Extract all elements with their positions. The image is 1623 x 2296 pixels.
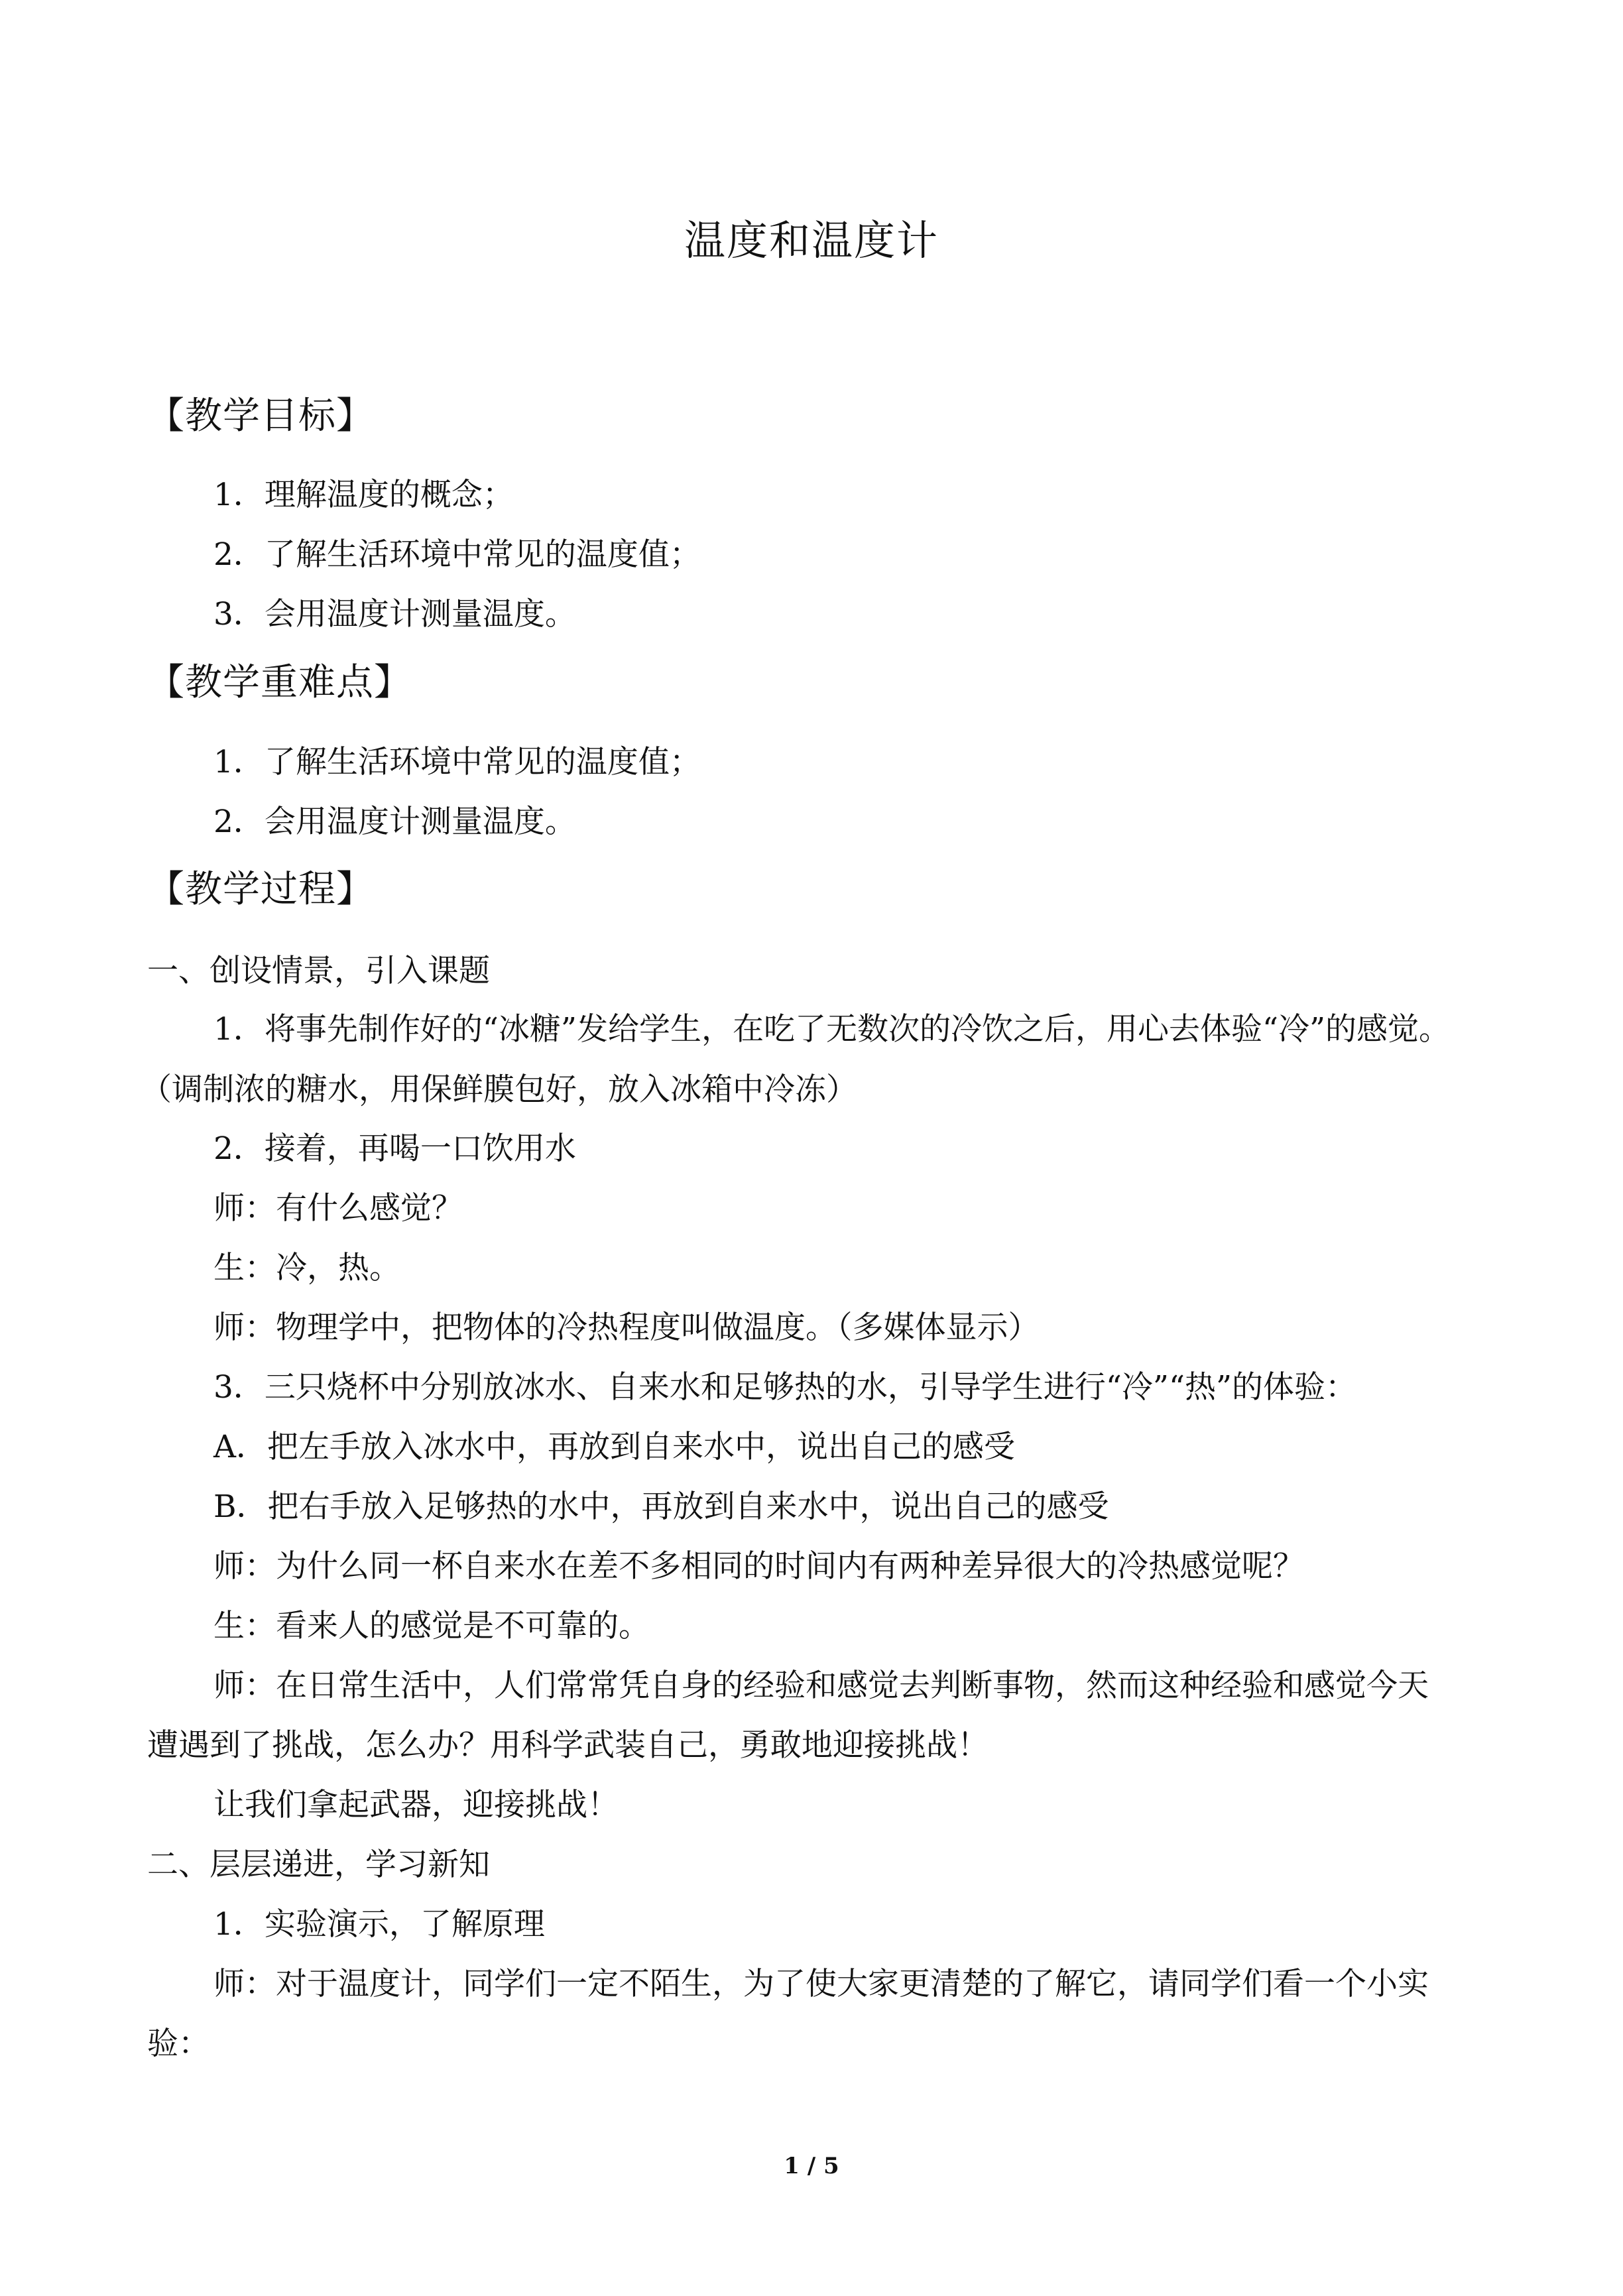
part2-title: 二、层层递进，学习新知 bbox=[147, 1846, 490, 1883]
page-title: 温度和温度计 bbox=[684, 216, 939, 265]
teacher-line: 师：对于温度计，同学们一定不陌生，为了使大家更清楚的了解它，请同学们看一个小实 bbox=[213, 1966, 1429, 2002]
paragraph: B．把右手放入足够热的水中，再放到自来水中，说出自己的感受 bbox=[213, 1488, 1109, 1525]
teacher-line: 师：物理学中，把物体的冷热程度叫做温度。（多媒体显示） bbox=[213, 1309, 1040, 1346]
student-line: 生：看来人的感觉是不可靠的。 bbox=[213, 1608, 650, 1644]
page-number: 1 / 5 bbox=[784, 2153, 839, 2179]
paragraph: 1．将事先制作好的“冰糖”发给学生，在吃了无数次的冷饮之后，用心去体验“冷”的感觉。 bbox=[213, 1011, 1451, 1048]
teacher-line: 师：在日常生活中，人们常常凭自身的经验和感觉去判断事物，然而这种经验和感觉今天 bbox=[213, 1667, 1429, 1704]
objectives-heading: 【教学目标】 bbox=[147, 394, 374, 438]
paragraph: 1．实验演示，了解原理 bbox=[213, 1906, 545, 1943]
student-line: 生：冷，热。 bbox=[213, 1250, 400, 1286]
keypoint-item: 2．会用温度计测量温度。 bbox=[213, 804, 576, 840]
objective-item: 1．理解温度的概念； bbox=[213, 477, 514, 513]
teacher-line: 师：为什么同一杯自来水在差不多相同的时间内有两种差异很大的冷热感觉呢？ bbox=[213, 1548, 1304, 1585]
paragraph-continuation: 验： bbox=[147, 2025, 210, 2062]
paragraph: 2．接着，再喝一口饮用水 bbox=[213, 1130, 576, 1167]
objective-item: 2．了解生活环境中常见的温度值； bbox=[213, 536, 701, 573]
process-heading: 【教学过程】 bbox=[147, 868, 374, 911]
paragraph: 让我们拿起武器，迎接挑战！ bbox=[213, 1787, 619, 1823]
keypoint-item: 1．了解生活环境中常见的温度值； bbox=[213, 744, 701, 780]
paragraph-continuation: 遭遇到了挑战，怎么办？用科学武装自己，勇敢地迎接挑战！ bbox=[147, 1727, 989, 1764]
keypoints-heading: 【教学重难点】 bbox=[147, 661, 412, 704]
paragraph-continuation: （调制浓的糖水，用保鲜膜包好，放入冰箱中冷冻） bbox=[141, 1071, 857, 1108]
part1-title: 一、创设情景，引入课题 bbox=[147, 953, 490, 989]
paragraph: 3．三只烧杯中分别放冰水、自来水和足够热的水，引导学生进行“冷”“热”的体验： bbox=[213, 1369, 1357, 1406]
teacher-line: 师：有什么感觉？ bbox=[213, 1190, 463, 1227]
objective-item: 3．会用温度计测量温度。 bbox=[213, 596, 576, 633]
paragraph: A．把左手放入冰水中，再放到自来水中，说出自己的感受 bbox=[213, 1429, 1015, 1465]
